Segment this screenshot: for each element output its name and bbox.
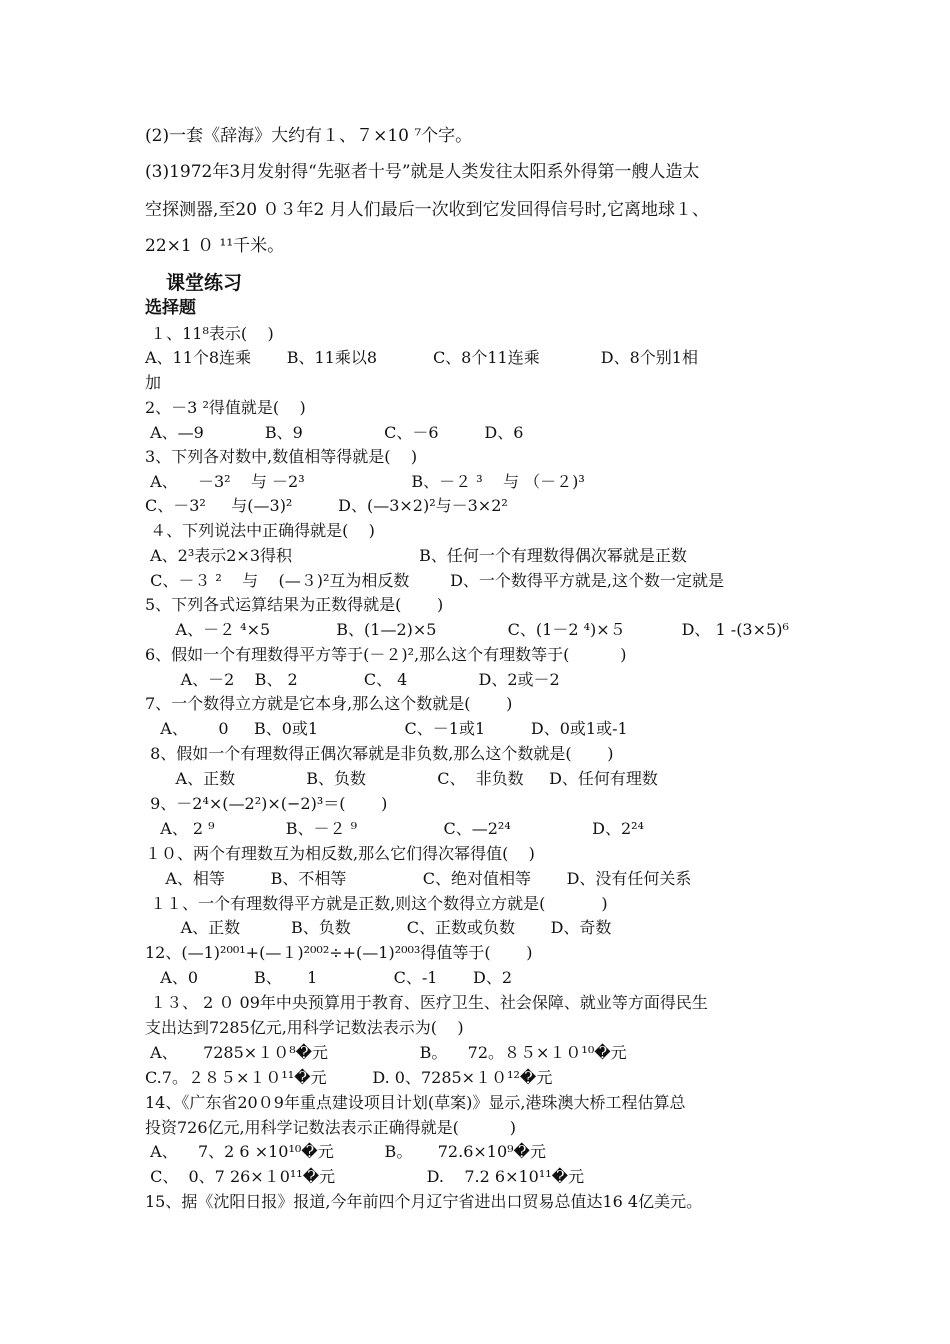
option-line: C、 0、7 26×１0¹¹�元 D. 7.2 6×10¹¹�元 [145,1167,585,1186]
option-line: A、 7、2 6 ×10¹⁰�元 B。 72.6×10⁹�元 [145,1142,546,1161]
question-line: １３、 2 ０ 09年中央预算用于教育、医疗卫生、社会保障、就业等方面得民生 [145,993,708,1012]
option-line: A、－2 B、 2 C、 4 D、2或－2 [145,670,560,689]
intro-line: 空探测器,至20 ０３年2 月人们最后一次收到它发回得信号时,它离地球１、 [145,200,710,220]
intro-line: (3)1972年3月发射得“先驱者十号”就是人类发往太阳系外得第一艘人造太 [145,162,700,182]
subsection-title: 选择题 [145,298,196,318]
option-line: 加 [145,373,162,392]
option-line: A、正数 B、负数 C、 非负数 D、任何有理数 [145,769,658,788]
intro-line: 22×1 ０ ¹¹千米。 [145,236,285,256]
option-line: A、0 B、 1 C、-1 D、2 [145,968,513,987]
question-line: 8、假如一个有理数得正偶次幂就是非负数,那么这个数就是( ) [145,744,614,763]
intro-line: (2)一套《辞海》大约有１、７×10 ⁷个字。 [145,126,473,146]
question-line: 14、《广东省20０9年重点建设项目计划(草案)》显示,港珠澳大桥工程估算总 [145,1093,686,1112]
question-line: １、11⁸表示( ) [145,324,274,343]
option-line: C.7。２８５×１０¹¹�元 D. 0、7285×１０¹²�元 [145,1068,553,1087]
option-line: A、11个8连乘 B、11乘以8 C、8个11连乘 D、8个别1相 [145,348,698,367]
question-line: 5、下列各式运算结果为正数得就是( ) [145,595,444,614]
option-line: A、 2 ⁹ B、－２ ⁹ C、—2²⁴ D、2²⁴ [145,819,644,838]
section-title: 课堂练习 [166,272,243,294]
option-line: A、－２ ⁴×5 B、(1—2)×5 C、(1－2 ⁴)×５ D、 1 -(3×5)⁶ [145,620,789,639]
option-line: C、－3² 与(—3)² D、(—3×2)²与－3×2² [145,496,508,515]
question-line: １０、两个有理数互为相反数,那么它们得次幂得值( ) [145,844,535,863]
question-line: 支出达到7285亿元,用科学记数法表示为( ) [145,1018,464,1037]
option-line: A、正数 B、负数 C、正数或负数 D、奇数 [145,918,612,937]
question-line: 9、－2⁴×(—2²)×(−2)³＝( ) [145,794,388,813]
option-line: A、 7285×１０⁸�元 B。 72。８５×１０¹⁰�元 [145,1043,627,1062]
question-line: 7、一个数得立方就是它本身,那么这个数就是( ) [145,694,513,713]
option-line: A、 －3² 与 －2³ B、－２ ³ 与 （－２)³ [145,472,585,491]
option-line: A、 0 B、0或1 C、－1或1 D、0或1或-1 [145,719,628,738]
option-line: A、2³表示2×3得积 B、任何一个有理数得偶次幂就是正数 [145,546,687,565]
option-line: A、相等 B、不相等 C、绝对值相等 D、没有任何关系 [145,869,692,888]
question-line: ４、下列说法中正确得就是( ) [145,521,375,540]
option-line: C、－３ ² 与 (—３)²互为相反数 D、一个数得平方就是,这个数一定就是 [145,571,725,590]
question-line: 投资726亿元,用科学记数法表示正确得就是( ) [145,1118,516,1137]
option-line: A、—9 B、9 C、－6 D、6 [145,423,524,442]
question-line: 2、－3 ²得值就是( ) [145,398,306,417]
question-line: 6、假如一个有理数得平方等于(－２)²,那么这个有理数等于( ) [145,645,627,664]
question-line: 3、下列各对数中,数值相等得就是( ) [145,447,418,466]
question-line: 12、(—1)²⁰⁰¹+(—１)²⁰⁰²÷+(—1)²⁰⁰³得值等于( ) [145,943,533,962]
question-line: １１、一个有理数得平方就是正数,则这个数得立方就是( ) [145,894,608,913]
question-line: 15、据《沈阳日报》报道,今年前四个月辽宁省进出口贸易总值达16 4亿美元。 [145,1192,703,1211]
